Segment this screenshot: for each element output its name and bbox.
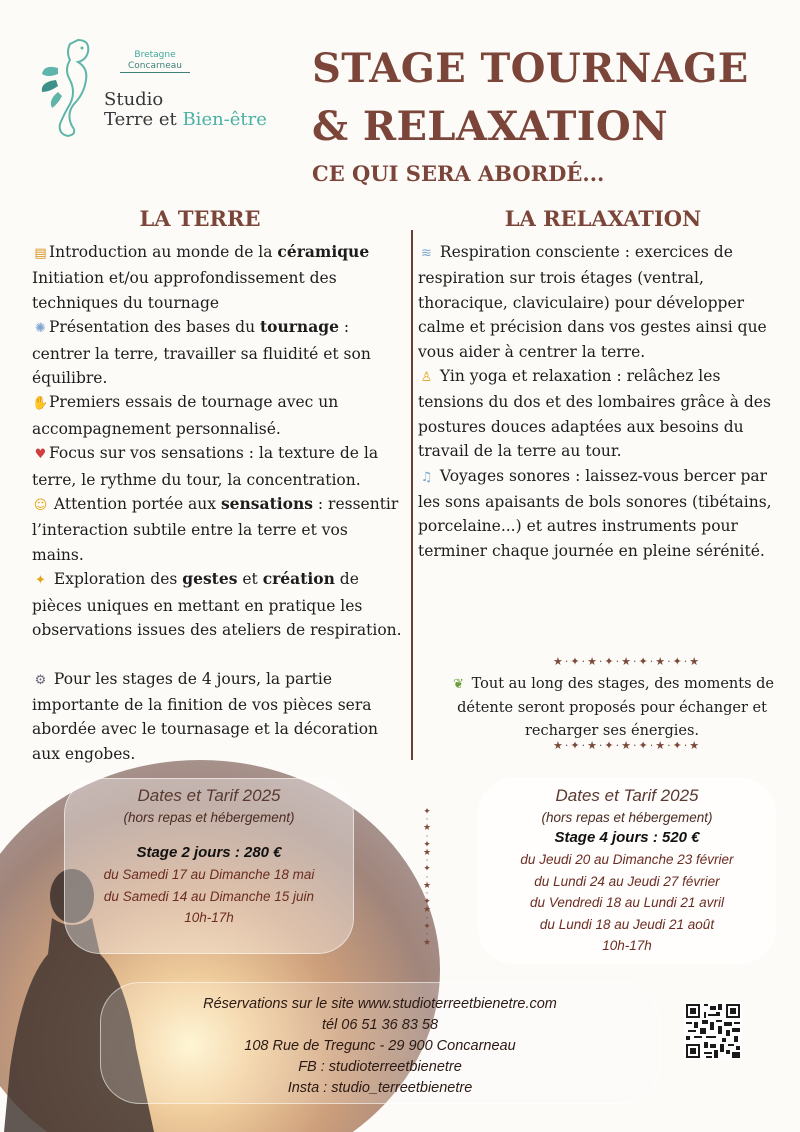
list-item: ✦ Exploration des gestes et création de pièces uniques en mettant en pratique les observations issues des ateliers de respiration.	[32, 569, 402, 640]
hours-line: 10h-17h	[184, 910, 234, 925]
studio-logo[interactable]	[38, 34, 278, 144]
date-line: du Samedi 14 au Dimanche 15 juin	[103, 888, 315, 904]
card-title: Dates et Tarif 2025	[555, 786, 699, 805]
logo-studio-name: Studio	[104, 89, 164, 110]
wheel-icon: ✺	[35, 321, 46, 337]
logo-region	[120, 50, 190, 73]
reservation-link[interactable]: Réservations sur le site www.studioterreetbienetre.com	[203, 996, 557, 1012]
date-line: du Lundi 24 au Jeudi 27 février	[534, 873, 720, 889]
left-column-text	[32, 240, 404, 766]
list-item: ♫ Voyages sonores : laissez-vous bercer par les sons apaisants de bols sonores (tibétains, porcelaine...) et autres instruments pour terminer chaque journée en pleine sérénité.	[418, 466, 772, 560]
star-border-bottom: ★·✦·★·✦·★·✦·★·✦·★	[553, 739, 702, 752]
qr-code[interactable]	[684, 1002, 742, 1060]
instagram-handle[interactable]: Insta : studio_terreetbienetre	[287, 1080, 473, 1096]
smile-icon: ☺	[33, 498, 48, 514]
date-line: du Samedi 17 au Dimanche 18 mai	[103, 867, 315, 882]
title-line-1: STAGE TOURNAGE	[312, 45, 749, 92]
list-item: ♥ Focus sur vos sensations : la texture de la terre, le rythme du tour, la concentration.	[32, 444, 379, 489]
contact-box	[100, 982, 660, 1104]
list-item: ✺ Présentation des bases du tournage : centrer la terre, travailler sa fluidité et son équilibre.	[32, 317, 371, 388]
music-icon: ♫	[420, 469, 433, 485]
sparkle-icon: ✦	[35, 573, 46, 589]
list-item: ⚙ Pour les stages de 4 jours, la partie importante de la finition de vos pièces sera abordée avec le tournasage et la décoration aux engobes.	[32, 669, 379, 763]
list-item: ≋ Respiration consciente : exercices de respiration sur trois étages (ventral, thoracique, claviculaire) pour développer calme et précision dans vos gestes ainsi que vous aider à centrer la terre.	[418, 243, 767, 361]
card-subtitle: (hors repas et hébergement)	[123, 810, 295, 825]
heading-la-terre: LA TERRE	[139, 206, 261, 231]
right-column-text	[418, 240, 788, 563]
logo-tagline-part1: Terre et	[104, 109, 183, 130]
relaxation-note: ❦ Tout au long des stages, des moments de détente seront proposés pour échanger et recharger ses énergies.	[442, 673, 782, 744]
dates-card-2-days	[64, 778, 354, 954]
phone-number[interactable]: tél 06 51 36 83 58	[321, 1017, 439, 1033]
heart-icon: ♥	[34, 447, 47, 463]
gear-icon: ⚙	[34, 672, 47, 688]
date-line: du Jeudi 20 au Dimanche 23 février	[520, 852, 734, 867]
logo-tagline-part2: Bien-être	[182, 109, 267, 130]
hands-icon: ✋	[32, 396, 49, 412]
date-line: du Vendredi 18 au Lundi 21 avril	[530, 895, 724, 910]
card-subtitle: (hors repas et hébergement)	[541, 810, 713, 825]
hours-line: 10h-17h	[602, 938, 652, 953]
card-title: Dates et Tarif 2025	[137, 786, 281, 805]
notebook-icon: ▤	[34, 246, 47, 261]
date-line: du Lundi 18 au Jeudi 21 août	[539, 916, 715, 932]
page-subtitle: CE QUI SERA ABORDÉ...	[312, 161, 605, 186]
vertical-star-divider: ✦ · ★ · ✦ ★ · ✦ · ★ · ✦ ★ · ✦ · ★	[422, 807, 432, 949]
seahorse-icon	[38, 34, 100, 138]
dates-card-4-days	[478, 778, 776, 964]
wind-icon: ≋	[421, 246, 432, 261]
facebook-handle[interactable]: FB : studioterreetbienetre	[298, 1059, 462, 1075]
stage-price: Stage 2 jours : 280 €	[136, 844, 282, 861]
list-item: ♙ Yin yoga et relaxation : relâchez les tensions du dos et des lombaires grâce à des postures douces adaptées aux besoins du travail de la terre au tour.	[418, 367, 771, 461]
address: 108 Rue de Tregunc - 29 900 Concarneau	[244, 1038, 516, 1054]
list-item: ✋Premiers essais de tournage avec un accompagnement personnalisé.	[32, 393, 339, 438]
logo-region-top: Bretagne	[134, 50, 176, 60]
star-border-top: ★·✦·★·✦·★·✦·★·✦·★	[553, 655, 702, 668]
logo-tagline	[104, 110, 267, 130]
list-item: ☺ Attention portée aux sensations : ressentir l’interaction subtile entre la terre et vos mains.	[32, 494, 399, 564]
leaf-icon: ❦	[453, 677, 464, 692]
heading-la-relaxation: LA RELAXATION	[504, 206, 702, 231]
stage-price: Stage 4 jours : 520 €	[554, 829, 700, 846]
yoga-icon: ♙	[420, 370, 433, 386]
title-line-2: & RELAXATION	[312, 103, 669, 150]
column-divider	[411, 230, 413, 760]
list-item: ▤ Introduction au monde de la céramique Initiation et/ou approfondissement des techniques du tournage	[32, 242, 370, 312]
page-title	[312, 40, 782, 156]
logo-region-bottom: Concarneau	[120, 61, 190, 73]
